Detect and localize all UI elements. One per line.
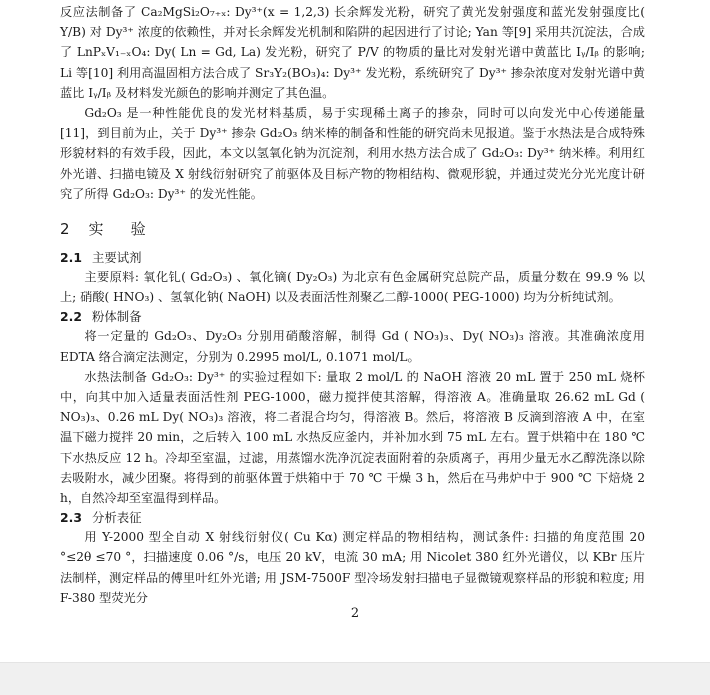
- subsection-number: 2.2: [60, 309, 82, 325]
- viewer-bottom-bar: [0, 662, 710, 695]
- section-title-char-2: 验: [130, 220, 147, 239]
- subsection-title: 主要试剂: [91, 250, 142, 266]
- characterization-paragraph: 用 Y-2000 型全自动 X 射线衍射仪( Cu Kα) 测定样品的物相结构，测试条件: 扫描的角度范围 20 °≤2θ ≤70 °，扫描速度 0.06 °/s，电压 20 kV，电流 30 mA; 用 Nicolet 380 红外光谱仪，以 KBr 压片法制样，测定样品的傅里叶红外光谱; 用 JSM-7500F 型冷场发射扫描电子显微镜观察样品的形貌和粒度; 用 F-380 型荧光分: [60, 530, 645, 605]
- powder-prep-paragraph-2: 水热法制备 Gd₂O₃: Dy³⁺ 的实验过程如下: 量取 2 mol/L 的 NaOH 溶液 20 mL 置于 250 mL 烧杯中，向其中加入适量表面活性剂 PEG-1000，磁力搅拌使其溶解，得溶液 A。准确量取 26.62 mL Gd ( NO₃)₃、0.26 mL Dy( NO₃)₃ 溶液，将二者混合均匀，得溶液 B。然后，将溶液 B 反滴到溶液 A 中，在室温下磁力搅拌 20 min，之后转入 100 mL 水热反应釜内，并补加水到 75 mL 左右。置于烘箱中在 180 ℃ 下水热反应 12 h。冷却至室温，过滤，用蒸馏水洗净沉淀表面附着的杂质离子，再用少量无水乙醇洗涤以除去吸附水，减少团聚。将得到的前驱体置于烘箱中于 70 ℃ 干燥 3 h，然后在马弗炉中于 900 ℃ 下焙烧 2 h，自然冷却至室温得到样品。: [60, 369, 645, 506]
- section-number: 2: [60, 220, 71, 239]
- intro-paragraph-2: Gd₂O₃ 是一种性能优良的发光材料基质，易于实现稀土离子的掺杂，同时可以向发光中心传递能量[11]，到目前为止，关于 Dy³⁺ 掺杂 Gd₂O₃ 纳米棒的制备和性能的研究尚未见报道。鉴于水热法是合成特殊形貌材料的有效手段，因此，本文以氢氧化钠为沉淀剂，利用水热方法合成了 Gd₂O₃: Dy³⁺ 纳米棒。利用红外光谱、扫描电镜及 X 射线衍射研究了前驱体及目标产物的物相结构、微观形貌，并通过荧光分光光度计研究了所得 Gd₂O₃: Dy³⁺ 的发光性能。: [60, 106, 645, 201]
- subsection-title: 分析表征: [91, 510, 142, 526]
- powder-prep-paragraph-1: 将一定量的 Gd₂O₃、Dy₂O₃ 分别用硝酸溶解，制得 Gd ( NO₃)₃、Dy( NO₃)₃ 溶液。其准确浓度用 EDTA 络合滴定法测定，分别为 0.2995 mol/L, 0.1071 mol/L。: [60, 329, 645, 364]
- section-title-char-1: 实: [88, 220, 105, 239]
- subsection-heading-2-1: [60, 248, 645, 267]
- subsection-number: 2.3: [60, 510, 82, 526]
- subsection-heading-2-2: [60, 307, 645, 326]
- subsection-heading-2-3: [60, 508, 645, 527]
- section-heading-experiment: [60, 218, 645, 240]
- subsection-title: 粉体制备: [91, 309, 142, 325]
- page-number: 2: [350, 606, 360, 621]
- intro-paragraph-1: 反应法制备了 Ca₂MgSi₂O₇₊ₓ: Dy³⁺(x = 1,2,3) 长余辉发光粉，研究了黄光发射强度和蓝光发射强度比( Y/B) 对 Dy³⁺ 浓度的依赖性，并对长余辉发光机制和陷阱的起因进行了讨论; Yan 等[9] 采用共沉淀法，合成了 LnPₓV₁₋ₓO₄: Dy( Ln = Gd, La) 发光粉，研究了 P/V 的物质的量比对发射光谱中黄蓝比 Iᵧ/Iᵦ 的影响; Li 等[10] 利用高温固相方法合成了 Sr₃Y₂(BO₃)₄: Dy³⁺ 发光粉，系统研究了 Dy³⁺ 掺杂浓度对发射光谱中黄蓝比 Iᵧ/Iᵦ 及材料发光颜色的影响并测定了其色温。: [60, 5, 645, 100]
- document-body: [60, 2, 645, 608]
- reagents-paragraph: 主要原料: 氧化钆( Gd₂O₃) 、氧化镝( Dy₂O₃) 为北京有色金属研究总院产品，质量分数在 99.9 % 以上; 硝酸( HNO₃) 、氢氧化钠( NaOH) 以及表面活性剂聚乙二醇-1000( PEG-1000) 均为分析纯试剂。: [60, 270, 645, 305]
- subsection-number: 2.1: [60, 250, 82, 266]
